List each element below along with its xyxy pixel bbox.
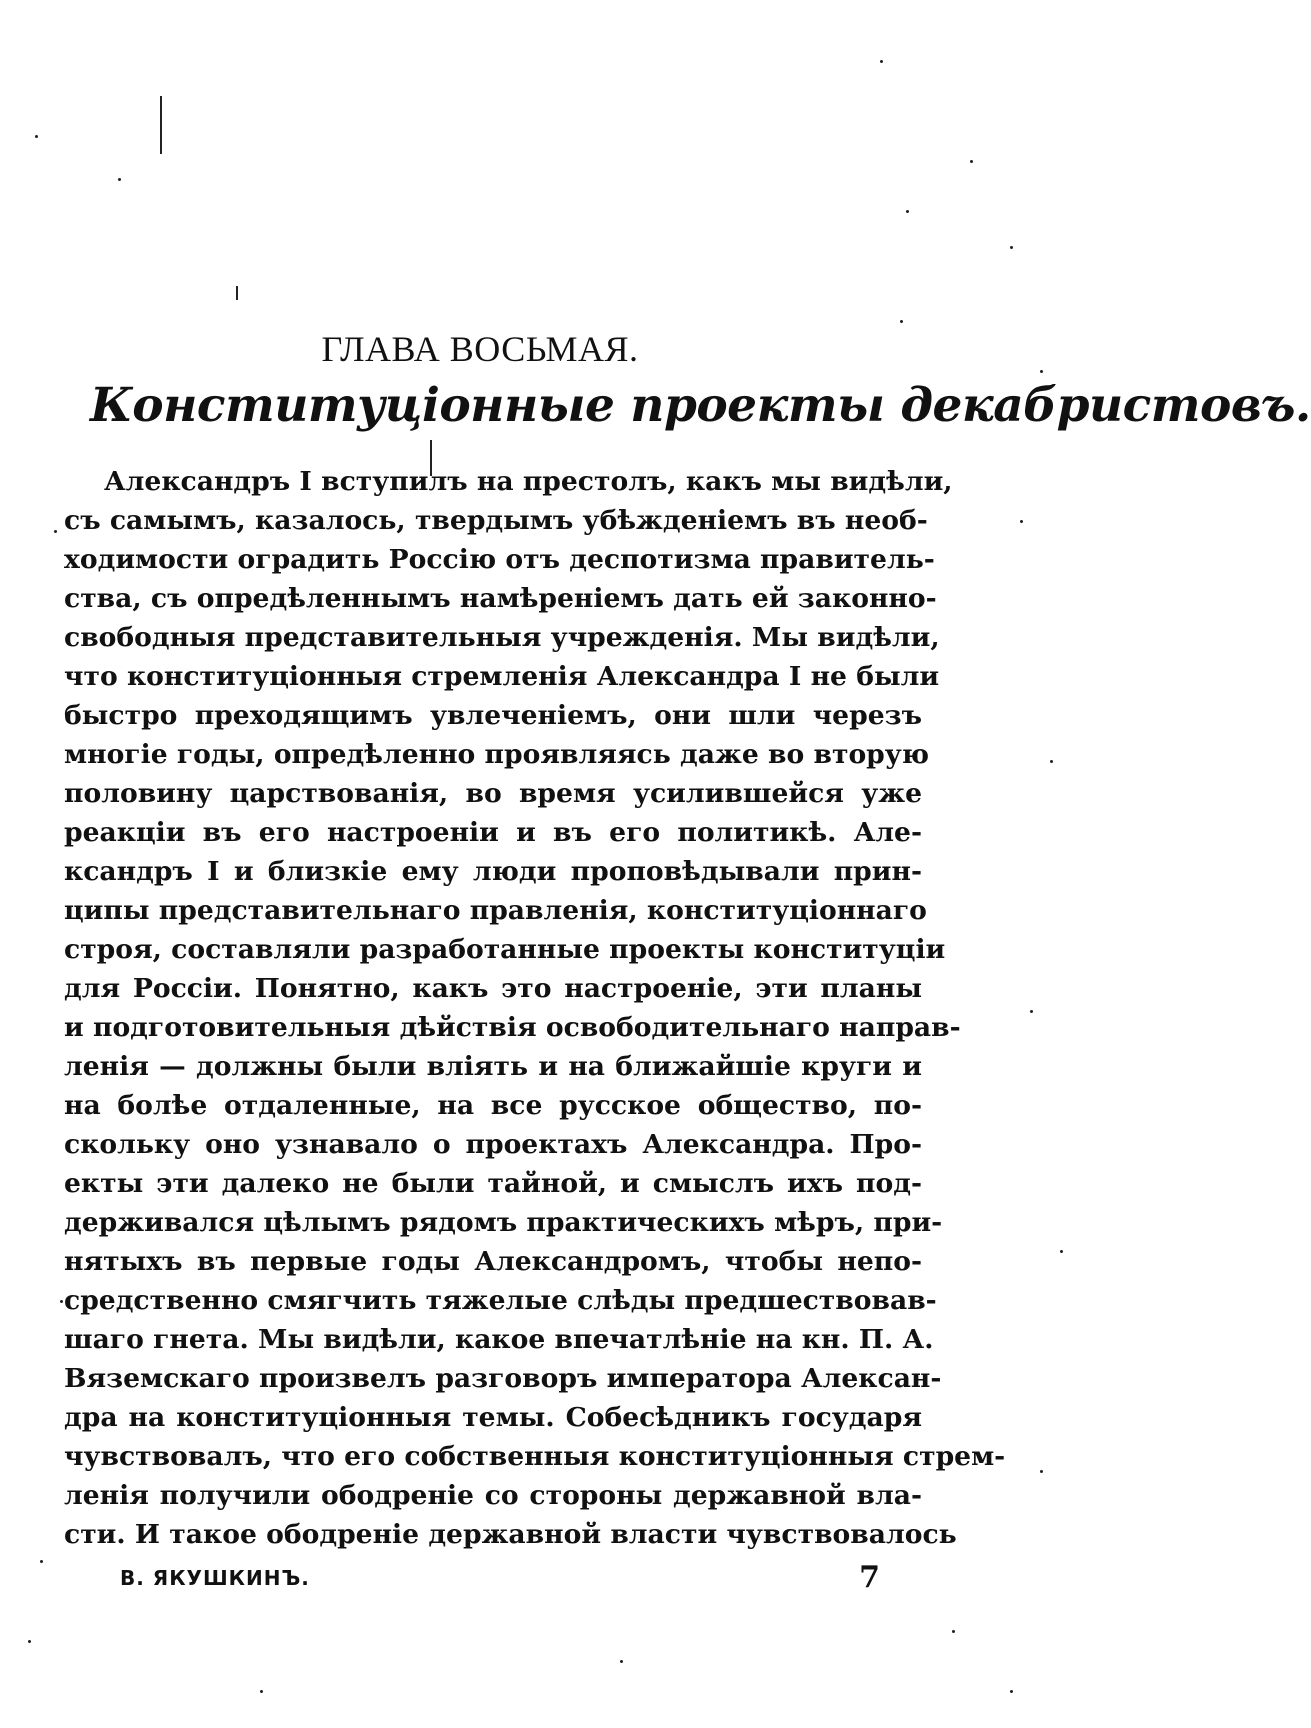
scan-speck: [880, 60, 883, 63]
scan-speck: [952, 1630, 955, 1633]
scan-speck: [970, 160, 973, 163]
scan-speck: [28, 1640, 31, 1643]
text-line: ства, съ опредѣленнымъ намѣренiемъ дать ей законно-: [64, 583, 937, 614]
scan-speck: [35, 135, 38, 138]
text-line: скольку оно узнавало о проектахъ Александра. Про-: [64, 1129, 922, 1160]
text-line: ципы представительнаго правленiя, конституцiоннаго: [64, 895, 927, 926]
text-line: дра на конституцiонныя темы. Собесѣдникъ государя: [64, 1402, 922, 1433]
scan-speck: [1040, 370, 1043, 373]
text-line: строя, составляли разработанные проекты конституцiи: [64, 934, 946, 965]
text-line: держивался цѣлымъ рядомъ практическихъ мѣръ, при-: [64, 1207, 943, 1238]
scan-speck: [118, 178, 121, 181]
page-footer: [120, 1560, 880, 1600]
footer-signature: В. ЯКУШКИНЪ.: [120, 1566, 310, 1590]
scan-speck: [260, 1690, 263, 1693]
text-line: на болѣе отдаленные, на все русское общество, по-: [64, 1090, 922, 1121]
text-line: екты эти далеко не были тайной, и смыслъ ихъ под-: [64, 1168, 922, 1199]
scan-speck: [906, 210, 909, 213]
text-line: шаго гнета. Мы видѣли, какое впечатлѣнiе на кн. П. А.: [64, 1324, 934, 1355]
scan-speck: [54, 530, 57, 533]
text-line: многiе годы, опредѣленно проявляясь даже во вторую: [64, 739, 930, 770]
page-number: 7: [859, 1560, 880, 1595]
scan-speck: [40, 1560, 43, 1563]
scan-speck: [60, 1300, 63, 1303]
text-line: что конституцiонныя стремленiя Александра I не были: [64, 661, 940, 692]
scan-speck: [620, 1660, 623, 1663]
scan-mark: [236, 286, 238, 300]
scan-speck: [1010, 246, 1013, 249]
text-line: ленiя получили ободренiе со стороны державной вла-: [64, 1480, 922, 1511]
scan-speck: [1020, 520, 1023, 523]
text-line: половину царствованiя, во время усилившейся уже: [64, 778, 922, 809]
text-line: реакцiи въ его настроенiи и въ его политикѣ. Але-: [64, 817, 922, 848]
scan-speck: [1010, 1690, 1013, 1693]
scan-mark: [160, 96, 162, 154]
text-line: для Россiи. Понятно, какъ это настроенiе, эти планы: [64, 973, 922, 1004]
text-line: чувствовалъ, что его собственныя конституцiонныя стрем-: [64, 1441, 1006, 1472]
text-line: сти. И такое ободренiе державной власти чувствовалось: [64, 1519, 957, 1550]
text-line: быстро преходящимъ увлеченiемъ, они шли черезъ: [64, 700, 922, 731]
scan-speck: [1040, 1470, 1043, 1473]
text-line: Александръ I вступилъ на престолъ, какъ мы видѣли,: [104, 466, 953, 497]
chapter-title: Конституцiонные проекты декабристовъ.: [90, 378, 1311, 433]
body-text: [64, 462, 1006, 1554]
text-line: средственно смягчить тяжелые слѣды предшествовав-: [64, 1285, 937, 1316]
scan-speck: [1060, 1250, 1063, 1253]
text-line: свободныя представительныя учрежденiя. Мы видѣли,: [64, 622, 940, 653]
scan-speck: [900, 320, 903, 323]
scan-speck: [1030, 1010, 1033, 1013]
text-line: и подготовительныя дѣйствiя освободительнаго направ-: [64, 1012, 961, 1043]
text-line: съ самымъ, казалось, твердымъ убѣжденiемъ въ необ-: [64, 505, 928, 536]
text-line: ленiя — должны были влiять и на ближайшiе круги и: [64, 1051, 922, 1082]
text-line: Вяземскаго произвелъ разговоръ императора Алексан-: [64, 1363, 942, 1394]
chapter-heading: ГЛАВА ВОСЬМАЯ.: [321, 329, 639, 369]
text-line: нятыхъ въ первые годы Александромъ, чтобы непо-: [64, 1246, 922, 1277]
text-line: ксандръ I и близкiе ему люди проповѣдывали прин-: [64, 856, 922, 887]
text-line: ходимости оградить Россiю отъ деспотизма правитель-: [64, 544, 935, 575]
scan-speck: [1050, 760, 1053, 763]
